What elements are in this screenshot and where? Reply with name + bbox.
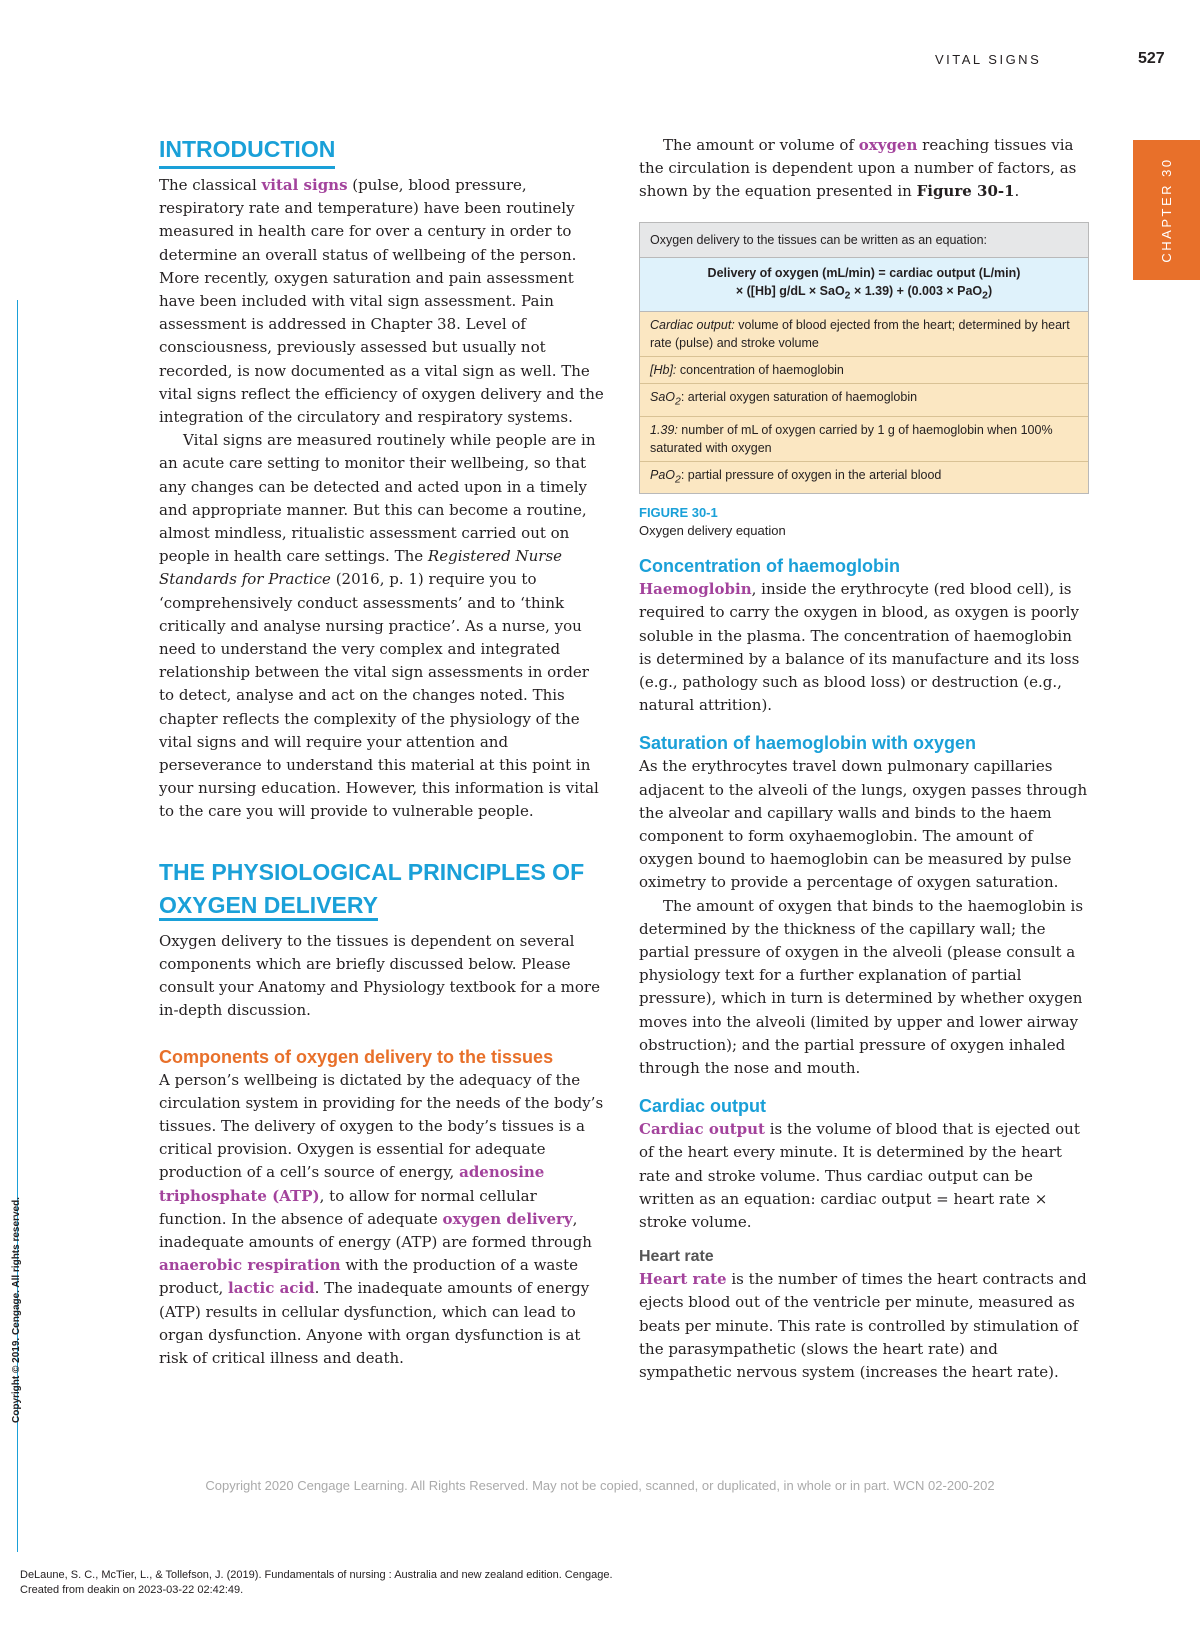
copyright-footer: Copyright 2020 Cengage Learning. All Rights Reserved. May not be copied, scanned, or duplicated, in whole or in part. WCN 02-200-202 [205, 1478, 995, 1493]
equation-header: Oxygen delivery to the tissues can be written as an equation: [640, 223, 1088, 258]
citation [20, 1568, 613, 1598]
keyword-cardiac-output: Cardiac output [639, 1120, 765, 1139]
equation-main: Delivery of oxygen (mL/min) = cardiac output (L/min) × ([Hb] g/dL × SaO$_2$ × 1.39) + (0.003 × PaO$_2$) [640, 258, 1088, 313]
saturation-paragraph-1: As the erythrocytes travel down pulmonary capillaries adjacent to the alveoli of the lungs, oxygen passes through the alveolar and capillary walls and binds to the haem component to form oxyhaemoglobin. The amount of oxygen bound to haemoglobin can be measured by pulse oximetry to provide a percentage of oxygen saturation. [639, 757, 1088, 892]
keyword-lactic-acid: lactic acid [228, 1279, 315, 1298]
equation-term-1-39: 1.39: number of mL of oxygen carried by 1 g of haemoglobin when 100% saturated with oxygen [640, 417, 1088, 462]
keyword-anaerobic-respiration: anaerobic respiration [159, 1256, 341, 1275]
standards-title: Registered Nurse Standards for Practice [159, 547, 563, 589]
equation-box [639, 222, 1089, 495]
keyword-heart-rate: Heart rate [639, 1270, 727, 1289]
right-column [639, 134, 1089, 1384]
running-header-title: VITAL SIGNS [935, 52, 1042, 67]
amount-paragraph: The amount or volume of oxygen reaching tissues via the circulation is dependent upon a number of factors, as shown by the equation presented in Figure 30-1. [639, 136, 1077, 201]
heart-rate-paragraph: Heart rate is the number of times the heart contracts and ejects blood out of the ventricle per minute, measured as beats per minute. This rate is controlled by stimulation of the parasympathetic (slows the heart rate) and sympathetic nervous system (increases the heart rate). [639, 1270, 1087, 1381]
citation-line-1: DeLaune, S. C., McTier, L., & Tollefson, J. (2019). Fundamentals of nursing : Australia and new zealand edition. Cengage. [20, 1569, 613, 1581]
saturation-paragraph-2: The amount of oxygen that binds to the haemoglobin is determined by the thickness of the capillary wall; the partial pressure of oxygen in the alveoli (please consult a physiology text for a further explanation of partial pressure), which in turn is determined by whether oxygen moves into the alveoli (limited by upper and lower airway obstruction); and the partial pressure of oxygen inhaled through the nose and mouth. [639, 896, 1084, 1077]
page-number: 527 [1138, 50, 1165, 67]
equation-term-sao2: SaO$_2$: arterial oxygen saturation of haemoglobin [640, 384, 1088, 417]
intro-paragraph-2: Vital signs are measured routinely while people are in an acute care setting to monitor their wellbeing, so that any changes can be detected and acted upon in a timely and appropriate manner. But this can become a routine, almost mindless, ritualistic assessment carried out on people in health care settings. The Registered Nurse Standards for Practice (2016, p. 1) require you to ‘comprehensively conduct assessments’ and to ‘think critically and analyse nursing practice’. As a nurse, you need to understand the very complex and integrated relationship between the vital sign assessments in order to detect, analyse and act on the changes noted. This chapter reflects the complexity of the physiology of the vital signs and will require your attention and perseverance to understand this material at this point in your nursing education. However, this information is vital to the care you will provide to vulnerable people. [159, 431, 599, 821]
figure-label: FIGURE 30-1 [639, 505, 718, 521]
saturation-heading: Saturation of haemoglobin with oxygen [639, 733, 977, 754]
components-paragraph: A person’s wellbeing is dictated by the adequacy of the circulation system in providing for the needs of the body’s tissues. The delivery of oxygen to the body’s tissues is a critical provision. Oxygen is essential for adequate production of a cell’s source of energy, adenosine triphosphate (ATP), to allow for normal cellular function. In the absence of adequate oxygen delivery, inadequate amounts of energy (ATP) are formed through anaerobic respiration with the production of a waste product, lactic acid. The inadequate amounts of energy (ATP) results in cellular dysfunction, which can lead to organ dysfunction. Anyone with organ dysfunction is at risk of critical illness and death. [159, 1070, 604, 1367]
side-copyright: Copyright © 2019. Cengage. All rights reserved. [11, 1197, 22, 1423]
keyword-vital-signs: vital signs [261, 176, 348, 194]
equation-term-cardiac-output: Cardiac output: volume of blood ejected from the heart; determined by heart rate (pulse) and stroke volume [640, 312, 1088, 357]
left-column [159, 134, 604, 1370]
keyword-oxygen: oxygen [858, 136, 918, 154]
components-heading: Components of oxygen delivery to the tissues [159, 1046, 554, 1067]
equation-term-hb: [Hb]: concentration of haemoglobin [640, 357, 1088, 384]
heart-rate-heading: Heart rate [639, 1248, 714, 1266]
keyword-haemoglobin: Haemoglobin [639, 580, 752, 599]
keyword-oxygen-delivery: oxygen delivery [442, 1209, 573, 1228]
citation-line-2: Created from deakin on 2023-03-22 02:42:49. [20, 1584, 244, 1596]
figure-reference: Figure 30-1 [916, 182, 1015, 201]
keyword-atp: adenosine triphosphate (ATP) [159, 1163, 545, 1205]
chapter-tab-label: CHAPTER 30 [1159, 157, 1174, 263]
cardiac-output-paragraph: Cardiac output is the volume of blood that is ejected out of the heart every minute. It is determined by the heart rate and stroke volume. Thus cardiac output can be written as an equation: cardiac output = heart rate × stroke volume. [639, 1120, 1080, 1231]
cardiac-output-heading: Cardiac output [639, 1096, 767, 1117]
physiology-paragraph: Oxygen delivery to the tissues is dependent on several components which are briefly discussed below. Please consult your Anatomy and Physiology textbook for a more in-depth discussion. [159, 931, 600, 1020]
physiology-heading: THE PHYSIOLOGICAL PRINCIPLES OF OXYGEN DELIVERY [159, 856, 604, 922]
chapter-tab [1133, 140, 1200, 280]
concentration-heading: Concentration of haemoglobin [639, 556, 900, 577]
concentration-paragraph: Haemoglobin, inside the erythrocyte (red blood cell), is required to carry the oxygen in blood, as oxygen is poorly soluble in the plasma. The concentration of haemoglobin is determined by a balance of its manufacture and its loss (e.g., pathology such as blood loss) or destruction (e.g., natural attrition). [639, 580, 1080, 715]
introduction-heading: INTRODUCTION [159, 134, 335, 169]
equation-term-pao2: PaO$_2$: partial pressure of oxygen in the arterial blood [640, 462, 1088, 494]
figure-caption: Oxygen delivery equation [639, 523, 786, 539]
intro-paragraph-1: The classical vital signs (pulse, blood pressure, respiratory rate and temperature) have been routinely measured in health care for over a century in order to determine an overall status of wellbeing of the person. More recently, oxygen saturation and pain assessment have been included with vital sign assessment. Pain assessment is addressed in Chapter 38. Level of consciousness, previously assessed but usually not recorded, is now documented as a vital sign as well. The vital signs reflect the efficiency of oxygen delivery and the integration of the circulatory and respiratory systems. [159, 176, 604, 427]
